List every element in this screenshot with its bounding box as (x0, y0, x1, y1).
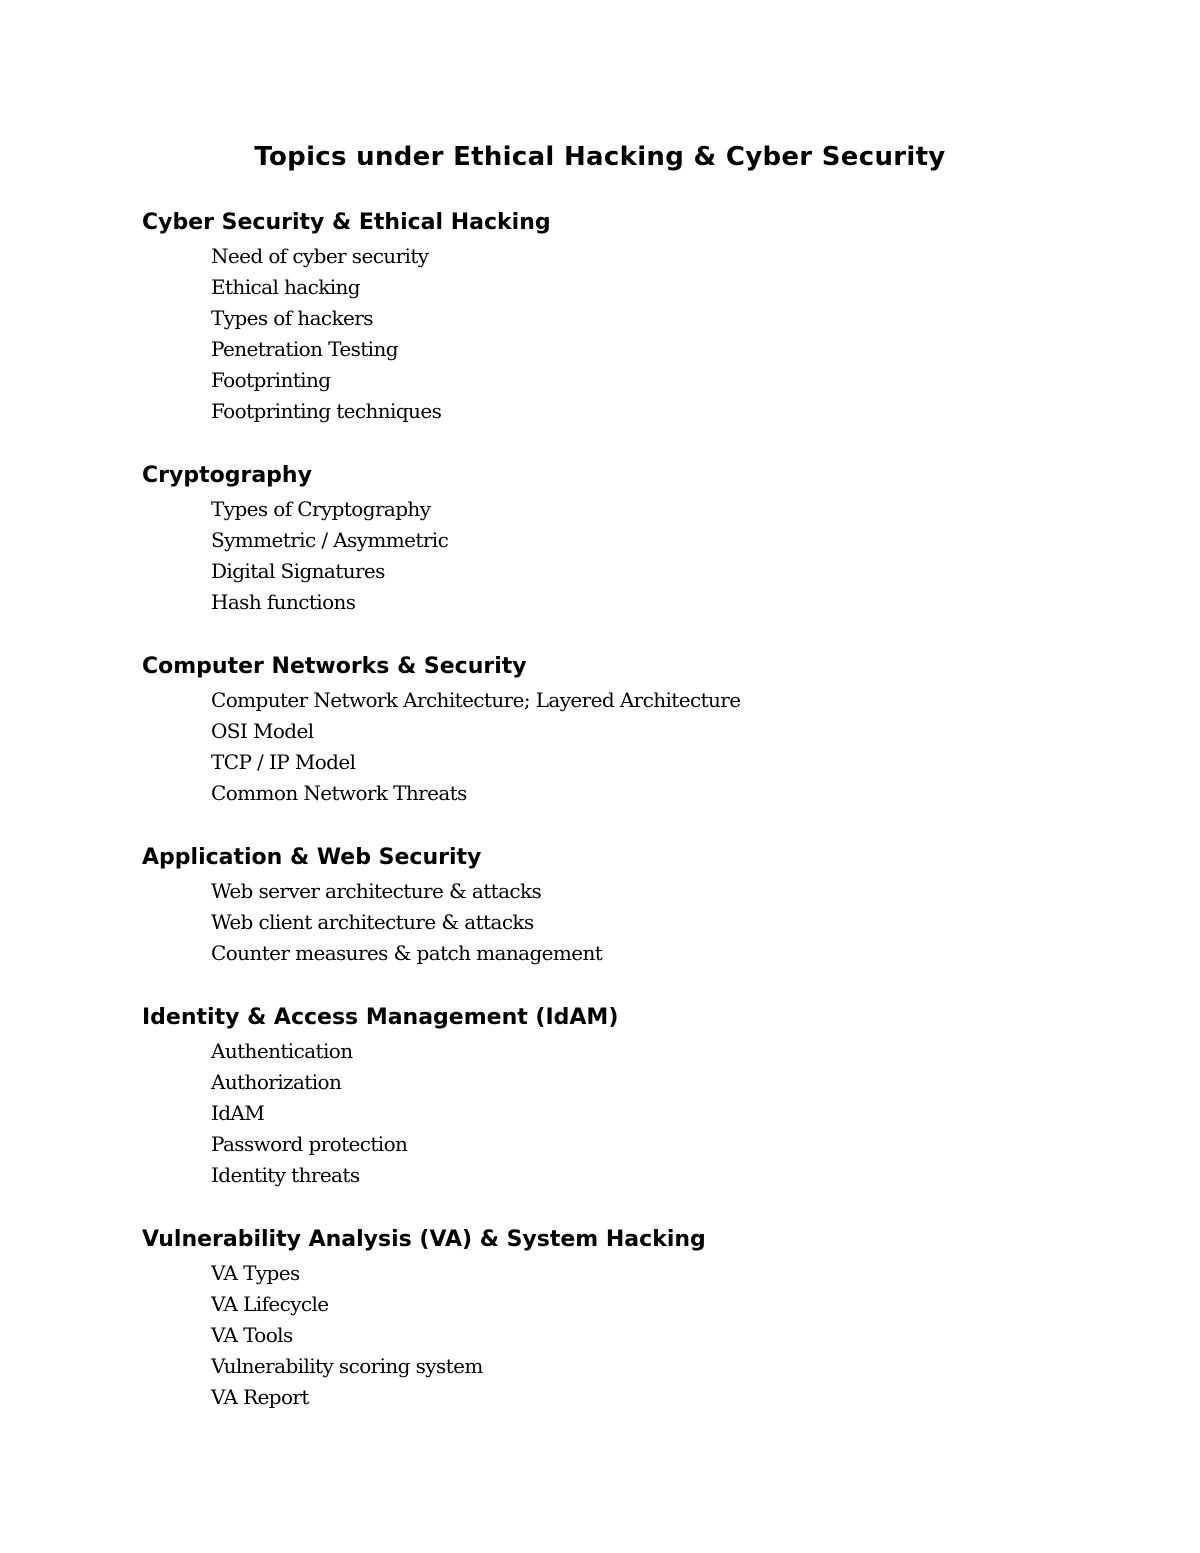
topic-item: OSI Model (211, 719, 314, 743)
topic-item: TCP / IP Model (211, 750, 356, 774)
topic-item: Web client architecture & attacks (211, 910, 534, 934)
section-heading: Cyber Security & Ethical Hacking (142, 210, 551, 235)
topic-list (142, 1258, 1142, 1413)
section (142, 649, 1142, 809)
section (142, 840, 1142, 969)
topic-item: VA Lifecycle (211, 1292, 329, 1316)
topic-item: Symmetric / Asymmetric (211, 528, 449, 552)
topic-item: VA Report (211, 1385, 309, 1409)
topic-item: Web server architecture & attacks (211, 879, 542, 903)
topic-item: VA Types (211, 1261, 300, 1285)
topic-list (142, 494, 1142, 618)
section-heading: Vulnerability Analysis (VA) & System Hacking (142, 1227, 706, 1252)
topic-item: Need of cyber security (211, 244, 429, 268)
topic-item: Hash functions (211, 590, 356, 614)
topic-item: Counter measures & patch management (211, 941, 603, 965)
section-heading: Identity & Access Management (IdAM) (142, 1005, 619, 1030)
topic-item: VA Tools (211, 1323, 293, 1347)
topic-item: Authorization (211, 1070, 342, 1094)
section (142, 1000, 1142, 1191)
section-heading: Application & Web Security (142, 845, 482, 870)
topic-list (142, 876, 1142, 969)
topic-list (142, 1036, 1142, 1191)
topic-list (142, 685, 1142, 809)
topic-item: Authentication (211, 1039, 353, 1063)
topic-item: Types of hackers (211, 306, 373, 330)
topic-item: Vulnerability scoring system (211, 1354, 483, 1378)
topic-item: Identity threats (211, 1163, 360, 1187)
topic-item: Password protection (211, 1132, 408, 1156)
section-heading: Computer Networks & Security (142, 654, 527, 679)
topic-item: Computer Network Architecture; Layered Architecture (211, 688, 741, 712)
topic-item: Ethical hacking (211, 275, 360, 299)
section (142, 205, 1142, 427)
topic-item: Footprinting (211, 368, 331, 392)
section (142, 1222, 1142, 1413)
section (142, 458, 1142, 618)
topic-item: Digital Signatures (211, 559, 385, 583)
page-title: Topics under Ethical Hacking & Cyber Security (254, 142, 946, 172)
topic-item: Types of Cryptography (211, 497, 431, 521)
topic-sections (142, 205, 1142, 1444)
topic-item: Footprinting techniques (211, 399, 442, 423)
topic-item: Penetration Testing (211, 337, 398, 361)
topic-item: Common Network Threats (211, 781, 467, 805)
section-heading: Cryptography (142, 463, 312, 488)
topic-item: IdAM (211, 1101, 265, 1125)
topic-list (142, 241, 1142, 427)
